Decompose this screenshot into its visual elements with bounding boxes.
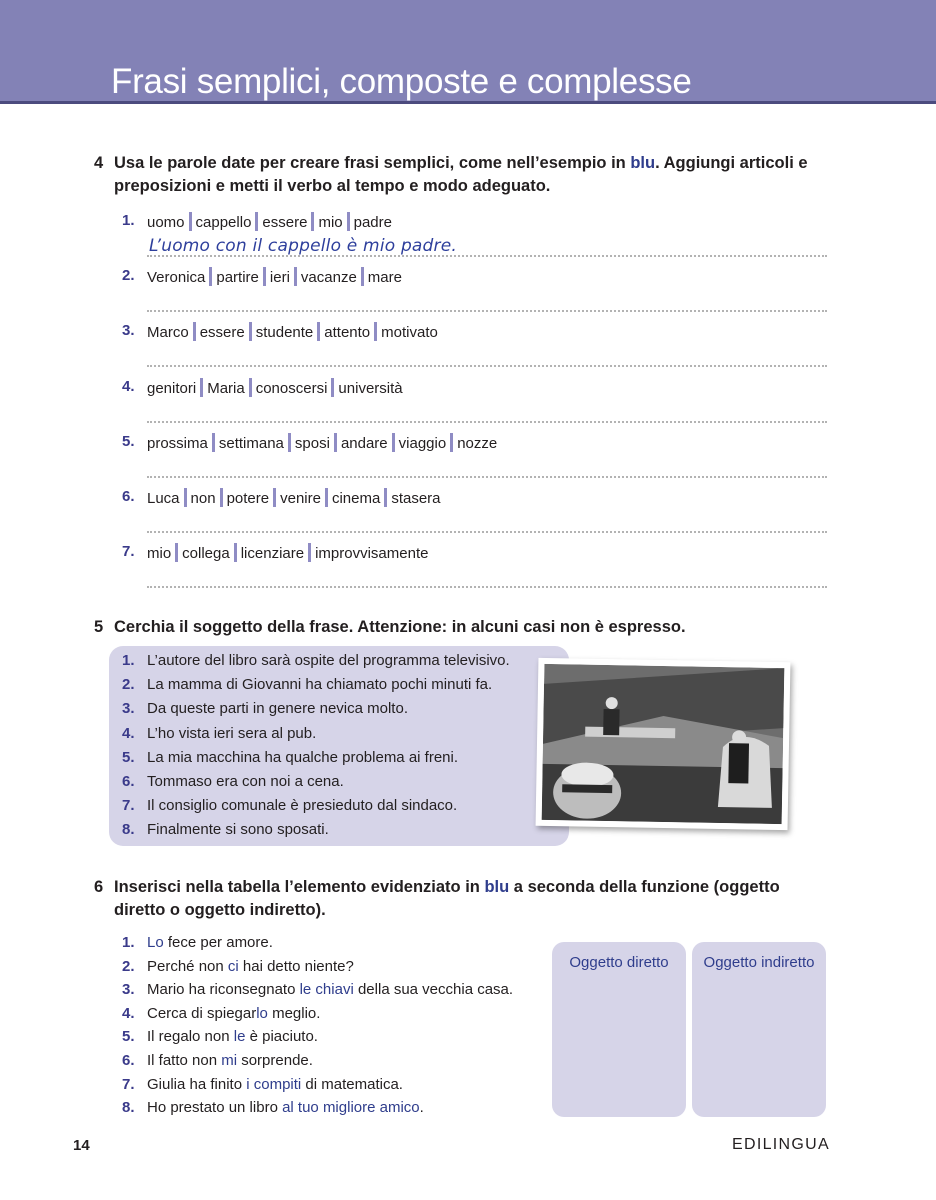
prompt-word: conoscersi [255, 379, 328, 397]
word-prompt [147, 322, 438, 341]
word-separator [384, 488, 387, 507]
item-number: 4. [122, 724, 135, 742]
word-prompt [147, 378, 403, 397]
item-number: 6. [122, 488, 135, 505]
sentence [147, 1076, 403, 1093]
word-separator [234, 543, 237, 562]
item-number: 7. [122, 797, 135, 815]
prompt-word: mare [367, 269, 402, 287]
sentence-text: . [419, 1099, 424, 1117]
word-prompt [147, 212, 392, 231]
exercise-6-number: 6 [94, 878, 104, 896]
highlighted-element[interactable]: al tuo migliore amico [282, 1099, 420, 1117]
prompt-word: nozze [457, 434, 498, 452]
highlighted-element[interactable]: le chiavi [299, 981, 354, 999]
prompt-word: mio [318, 214, 343, 231]
prompt-word: essere [199, 324, 245, 342]
prompt-word: andare [340, 434, 388, 452]
sentence [147, 1099, 424, 1116]
sentence-text: meglio. [267, 1004, 321, 1022]
word-separator [288, 433, 291, 452]
table-column-indirect-object[interactable] [692, 942, 826, 1117]
sentence-text: della sua vecchia casa. [353, 981, 514, 999]
item-number: 4. [122, 377, 135, 395]
sentence-text: è piaciuto. [245, 1028, 318, 1046]
prompt-word: studente [255, 324, 314, 342]
prompt-word: motivato [381, 324, 438, 342]
prompt-word: genitori [147, 379, 197, 397]
prompt-word: viaggio [398, 434, 447, 452]
highlighted-element[interactable]: Lo [147, 934, 164, 951]
item-number: 3. [122, 981, 135, 999]
word-separator [361, 267, 364, 286]
word-separator [184, 488, 187, 507]
word-separator [209, 267, 212, 286]
highlighted-element[interactable]: le [233, 1028, 246, 1046]
item-number: 5. [122, 432, 135, 450]
prompt-word: partire [216, 269, 259, 287]
word-separator [374, 322, 377, 341]
item-number: 2. [122, 676, 135, 694]
word-separator [255, 212, 258, 231]
item-number: 8. [122, 821, 135, 839]
prompt-word: uomo [147, 214, 185, 231]
sentence-text: Cerca di spiegar [147, 1004, 257, 1022]
word-separator [220, 488, 223, 507]
exercise-4-number: 4 [94, 154, 104, 172]
item-number: 2. [122, 267, 135, 285]
item-number: 3. [122, 700, 135, 718]
highlighted-element[interactable]: ci [227, 957, 239, 975]
prompt-word: improvvisamente [315, 545, 429, 563]
photo-illustration [542, 664, 785, 824]
tv-show-photo [536, 658, 791, 830]
prompt-word: licenziare [240, 545, 305, 563]
item-number: 4. [122, 1004, 135, 1022]
answer-line[interactable] [147, 586, 827, 588]
word-separator [175, 543, 178, 562]
sentence[interactable]: Da queste parti in genere nevica molto. [147, 700, 408, 718]
page-title: Frasi semplici, composte e complesse [111, 62, 692, 101]
word-separator [392, 433, 395, 452]
sentence-text: hai detto niente? [238, 957, 354, 975]
sentence-text: fece per amore. [163, 934, 273, 951]
sentence [147, 958, 354, 975]
sentence-text: Giulia ha finito [147, 1075, 247, 1093]
direct-object-header: Oggetto diretto [569, 954, 669, 971]
sentence [147, 1005, 320, 1022]
exercise-4-instruction: Usa le parole date per creare frasi semplici, come nell’esempio in blu. Aggiungi articoli e preposizioni e metti il verbo al tempo e modo adeguato. [114, 154, 808, 195]
prompt-word: settimana [218, 434, 284, 452]
prompt-word: università [338, 379, 403, 397]
item-number: 3. [122, 322, 135, 340]
answer-line[interactable] [147, 365, 827, 367]
prompt-word: stasera [391, 490, 441, 507]
item-number: 1. [122, 212, 135, 229]
page-number: 14 [73, 1137, 90, 1154]
prompt-word: padre [353, 214, 392, 231]
prompt-word: collega [182, 545, 230, 563]
word-separator [334, 433, 337, 452]
prompt-word: Veronica [147, 269, 206, 287]
word-prompt [147, 433, 497, 452]
sentence[interactable]: Finalmente si sono sposati. [147, 821, 329, 839]
publisher-logo: EDILINGUA [732, 1136, 830, 1153]
prompt-word: cinema [331, 490, 381, 507]
word-separator [308, 543, 311, 562]
item-number: 1. [122, 934, 135, 951]
item-number: 8. [122, 1099, 135, 1117]
table-column-direct-object[interactable] [552, 942, 686, 1117]
prompt-word: Marco [147, 324, 189, 342]
highlighted-element[interactable]: lo [256, 1004, 268, 1022]
word-prompt [147, 543, 428, 562]
sentence-text: sorprende. [237, 1052, 313, 1069]
word-separator [325, 488, 328, 507]
prompt-word: ieri [269, 269, 290, 287]
prompt-word: non [190, 490, 216, 507]
prompt-word: essere [262, 214, 308, 231]
word-separator [249, 378, 252, 397]
word-separator [450, 433, 453, 452]
sentence-text: Mario ha riconsegnato [147, 981, 300, 999]
word-prompt [147, 267, 402, 286]
item-number: 5. [122, 1028, 135, 1046]
item-number: 1. [122, 652, 135, 669]
prompt-word: vacanze [300, 269, 357, 287]
sentence[interactable]: Tommaso era con noi a cena. [147, 773, 344, 790]
answer-line[interactable] [147, 531, 827, 533]
word-separator [311, 212, 314, 231]
item-number: 7. [122, 1075, 135, 1093]
prompt-word: mio [147, 545, 172, 563]
sentence [147, 1028, 318, 1045]
answer-line[interactable] [147, 310, 827, 312]
sentence[interactable]: L’ho vista ieri sera al pub. [147, 724, 317, 742]
highlight-word: blu [484, 878, 510, 896]
sentence-text: Il regalo non [147, 1028, 234, 1046]
answer-line[interactable] [147, 476, 827, 478]
sentence-text: di matematica. [301, 1075, 403, 1093]
item-number: 2. [122, 957, 135, 975]
exercise-5-number: 5 [94, 618, 104, 636]
word-separator [212, 433, 215, 452]
word-separator [263, 267, 266, 286]
word-prompt [147, 488, 441, 507]
exercise-5-instruction: Cerchia il soggetto della frase. Attenzione: in alcuni casi non è espresso. [114, 618, 686, 636]
highlighted-element[interactable]: mi [221, 1052, 238, 1069]
word-separator [200, 378, 203, 397]
prompt-word: Luca [147, 490, 180, 507]
example-answer: L’uomo con il cappello è mio padre. [149, 236, 457, 256]
item-number: 7. [122, 543, 135, 561]
word-separator [347, 212, 350, 231]
prompt-word: prossima [147, 434, 208, 452]
prompt-word: venire [280, 490, 321, 507]
sentence [147, 981, 513, 998]
prompt-word: Maria [207, 379, 245, 397]
item-number: 6. [122, 773, 135, 790]
item-number: 5. [122, 748, 135, 766]
word-separator [317, 322, 320, 341]
sentence-text: Il fatto non [147, 1052, 222, 1069]
sentence [147, 934, 273, 951]
highlight-word: blu [630, 154, 656, 172]
word-separator [193, 322, 196, 341]
word-separator [331, 378, 334, 397]
prompt-word: attento [324, 324, 371, 342]
indirect-object-header: Oggetto indiretto [703, 954, 815, 971]
sentence-text: Ho prestato un libro [147, 1099, 283, 1117]
item-number: 6. [122, 1052, 135, 1069]
prompt-word: potere [226, 490, 270, 507]
sentence-text: Perché non [147, 957, 228, 975]
prompt-word: sposi [294, 434, 330, 452]
sentence[interactable]: La mia macchina ha qualche problema ai freni. [147, 748, 459, 766]
prompt-word: cappello [195, 214, 252, 231]
highlighted-element[interactable]: i compiti [246, 1075, 302, 1093]
word-separator [294, 267, 297, 286]
sentence[interactable]: Il consiglio comunale è presieduto dal sindaco. [147, 797, 458, 815]
exercise-6-instruction: Inserisci nella tabella l’elemento evidenziato in blu a seconda della funzione (oggetto diretto o oggetto indiretto). [114, 878, 780, 919]
sentence[interactable]: La mamma di Giovanni ha chiamato pochi minuti fa. [147, 676, 493, 694]
word-separator [273, 488, 276, 507]
sentence[interactable]: L’autore del libro sarà ospite del programma televisivo. [147, 652, 510, 669]
word-separator [249, 322, 252, 341]
answer-line[interactable] [147, 421, 827, 423]
word-separator [189, 212, 192, 231]
sentence [147, 1052, 313, 1069]
